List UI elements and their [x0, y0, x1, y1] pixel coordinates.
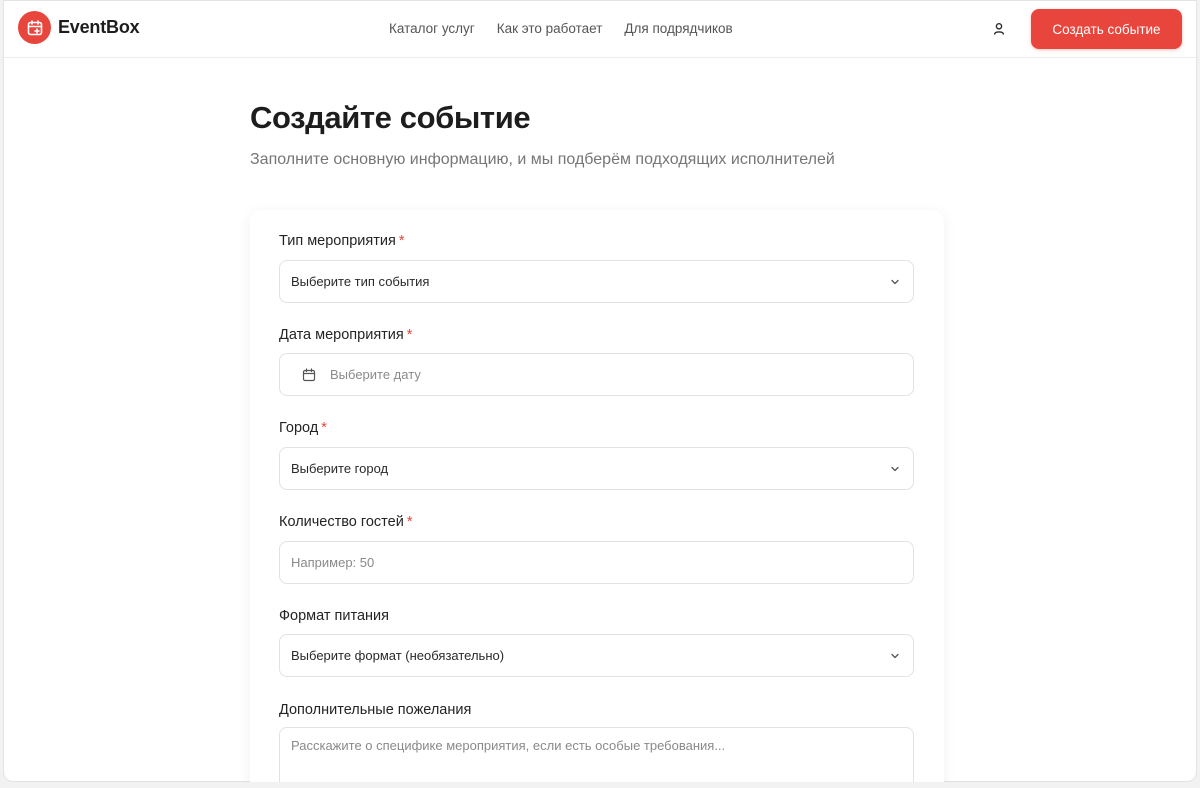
city-value: Выберите город [291, 461, 389, 476]
required-marker: * [406, 327, 413, 343]
page-bottom-edge [0, 782, 1200, 788]
city-label [279, 420, 327, 436]
catering-label-text: Формат питания [279, 608, 389, 624]
calendar-plus-icon [18, 11, 51, 44]
top-header [4, 1, 1196, 58]
event-date-placeholder: Выберите дату [330, 367, 421, 382]
chevron-down-icon [889, 650, 901, 662]
required-marker: * [398, 233, 405, 249]
event-date-label-text: Дата мероприятия [279, 327, 404, 343]
event-type-select[interactable] [279, 260, 914, 303]
city-select[interactable] [279, 447, 914, 490]
event-type-label [279, 233, 404, 249]
nav-for-contractors[interactable]: Для подрядчиков [624, 21, 733, 36]
catering-value: Выберите формат (необязательно) [291, 648, 505, 663]
guests-placeholder: Например: 50 [291, 555, 375, 570]
event-date-picker[interactable] [279, 353, 914, 396]
event-type-value: Выберите тип события [291, 274, 430, 289]
brand-name: EventBox [58, 17, 140, 37]
page-title: Создайте событие [250, 100, 531, 135]
wishes-label [279, 702, 471, 718]
nav-how-it-works[interactable]: Как это работает [496, 21, 603, 36]
wishes-placeholder: Расскажите о специфике мероприятия, если есть особые требования... [291, 738, 726, 753]
event-date-label [279, 327, 412, 343]
catering-select[interactable] [279, 634, 914, 677]
required-marker: * [321, 420, 327, 436]
guests-label [279, 514, 412, 530]
catering-label [279, 608, 389, 624]
create-event-button[interactable]: Создать событие [1031, 9, 1182, 49]
chevron-down-icon [889, 463, 901, 475]
wishes-label-text: Дополнительные пожелания [279, 702, 472, 718]
calendar-icon [301, 367, 317, 383]
guests-input[interactable] [279, 541, 914, 584]
nav-catalog[interactable]: Каталог услуг [389, 21, 475, 36]
event-type-label-text: Тип мероприятия [279, 233, 396, 249]
brand-logo[interactable] [18, 11, 139, 44]
city-label-text: Город [279, 420, 319, 436]
user-icon[interactable] [989, 19, 1009, 39]
chevron-down-icon [889, 276, 901, 288]
guests-label-text: Количество гостей [279, 514, 404, 530]
page-subtitle: Заполните основную информацию, и мы подберём подходящих исполнителей [250, 151, 835, 168]
wishes-textarea[interactable] [279, 727, 914, 788]
main-nav [389, 21, 755, 36]
required-marker: * [406, 514, 413, 530]
